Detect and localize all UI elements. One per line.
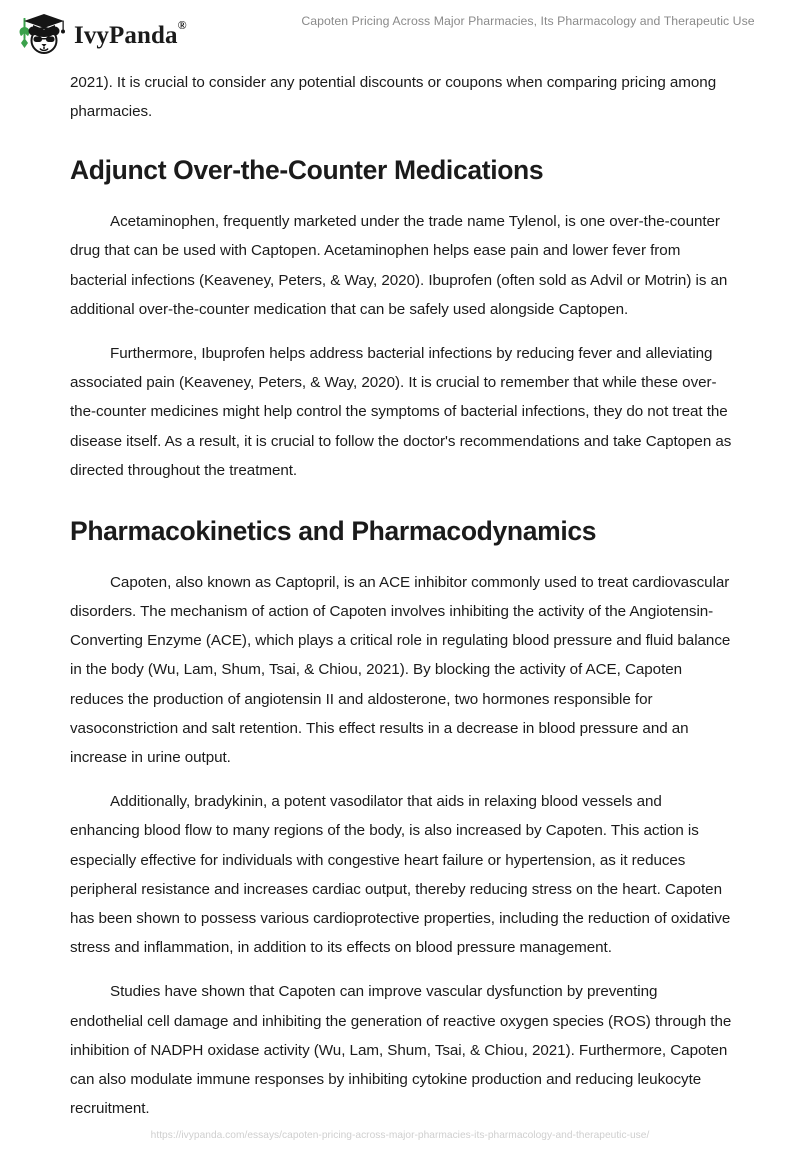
- paragraph: Studies have shown that Capoten can improve vascular dysfunction by preventing endothelial cell damage and inhibiting the generation of reactive oxygen species (ROS) through the inhibition of NADPH oxidase activity (Wu, Lam, Shum, Tsai, & Chiou, 2021). Furthermore, Capoten can also modulate immune responses by inhibiting cytokine production and reducing leukocyte recruitment.: [70, 983, 732, 1118]
- brand-name: [74, 18, 187, 49]
- paragraph: Capoten, also known as Captopril, is an ACE inhibitor commonly used to treat cardiovascular disorders. The mechanism of action of Capoten involves inhibiting the activity of the Angiotensin-Converting Enzyme (ACE), which plays a critical role in regulating blood pressure and fluid balance in the body (Wu, Lam, Shum, Tsai, & Chiou, 2021). By blocking the activity of ACE, Capoten reduces the production of angiotensin II and aldosterone, two hormones responsible for vasoconstriction and salt retention. This effect results in a decrease in blood pressure and an increase in urine output.: [70, 573, 731, 767]
- document-header-title: Capoten Pricing Across Major Pharmacies, Its Pharmacology and Therapeutic Use: [301, 14, 755, 28]
- section-heading-adjunct-otc: Adjunct Over-the-Counter Medications: [70, 155, 544, 186]
- brand-logo[interactable]: [18, 12, 187, 56]
- page-header: [0, 0, 800, 68]
- registered-mark-icon: ®: [177, 18, 187, 33]
- paragraph: 2021). It is crucial to consider any potential discounts or coupons when comparing pricing among pharmacies.: [70, 74, 717, 121]
- page-footer: [0, 1114, 800, 1160]
- paragraph: Acetaminophen, frequently marketed under the trade name Tylenol, is one over-the-counter drug that can be used with Captopen. Acetaminophen helps ease pain and lower fever from bacterial infections (Keaveney, Peters, & Way, 2020). Ibuprofen (often sold as Advil or Motrin) is an additional over-the-counter medication that can be safely used alongside Captopen.: [70, 213, 728, 318]
- footer-source-url[interactable]: https://ivypanda.com/essays/capoten-pricing-across-major-pharmacies-its-pharmacology-and-therapeutic-use/: [150, 1130, 650, 1141]
- panda-graduate-logo-icon: [18, 12, 70, 56]
- paragraph: Additionally, bradykinin, a potent vasodilator that aids in relaxing blood vessels and enhancing blood flow to many regions of the body, is also increased by Capoten. This action is especially effective for individuals with congestive heart failure or hypertension, as it reduces peripheral resistance and increases cardiac output, thereby reducing stress on the heart. Capoten has been shown to possess various cardioprotective properties, including the reduction of oxidative stress and inflammation, in addition to its effects on blood pressure management.: [70, 793, 731, 957]
- paragraph: Furthermore, Ibuprofen helps address bacterial infections by reducing fever and alleviating associated pain (Keaveney, Peters, & Way, 2020). It is crucial to remember that while these over-the-counter medicines might help control the symptoms of bacterial infections, they do not treat the disease itself. As a result, it is crucial to follow the doctor's recommendations and take Captopen as directed throughout the treatment.: [70, 345, 732, 479]
- section-heading-pharmacokinetics: Pharmacokinetics and Pharmacodynamics: [70, 516, 597, 547]
- document-body: [70, 68, 732, 1123]
- brand-name-text: IvyPanda: [74, 21, 178, 49]
